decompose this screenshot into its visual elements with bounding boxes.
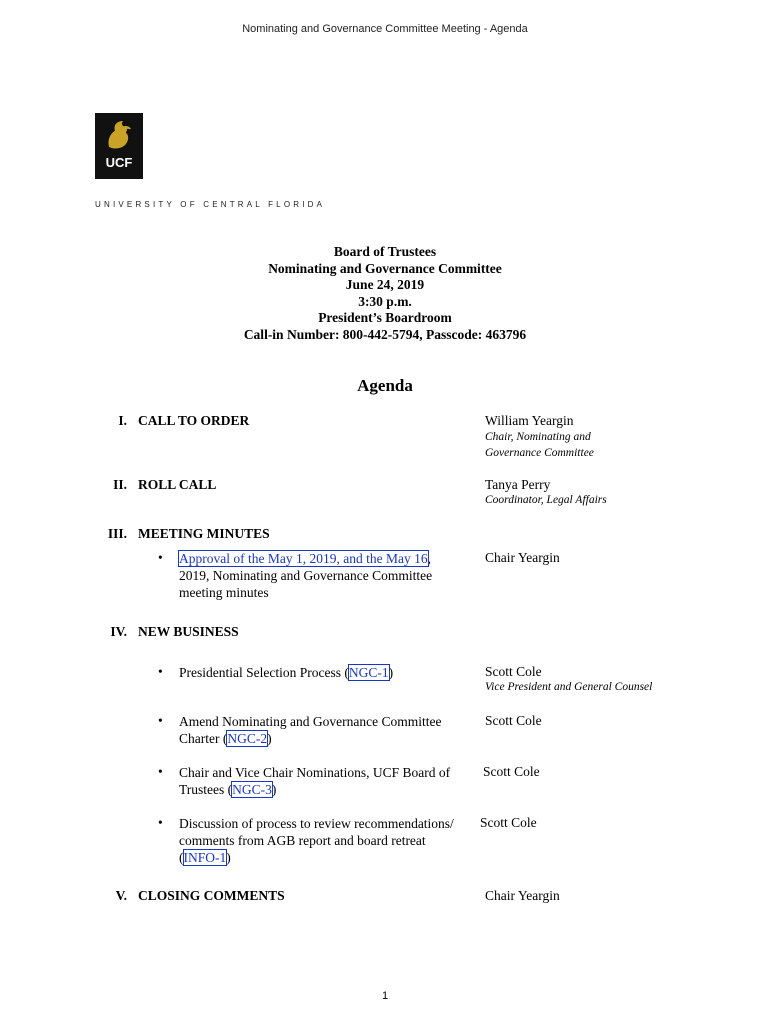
presenter-role: Coordinator, Legal Affairs bbox=[485, 494, 607, 506]
ngc-3-link[interactable]: NGC-3 bbox=[232, 782, 272, 797]
list-item: Presidential Selection Process (NGC-1) bbox=[179, 665, 394, 680]
minutes-link[interactable]: Approval of the May 1, 2019, and the May 16 bbox=[179, 551, 428, 566]
running-header: Nominating and Governance Committee Meeting - Agenda bbox=[242, 23, 528, 35]
meeting-info bbox=[0, 244, 770, 343]
section-title: MEETING MINUTES bbox=[138, 526, 270, 541]
presenter-role: Vice President and General Counsel bbox=[485, 681, 653, 693]
committee-title: Nominating and Governance Committee bbox=[268, 260, 502, 276]
presenter-role: Chair, Nominating and bbox=[485, 431, 591, 443]
section-number: III. bbox=[107, 526, 127, 541]
presenter: William Yeargin bbox=[485, 413, 574, 428]
meeting-date: June 24, 2019 bbox=[345, 277, 425, 292]
presenter: Scott Cole bbox=[480, 815, 537, 830]
university-name: UNIVERSITY OF CENTRAL FLORIDA bbox=[95, 200, 326, 209]
presenter: Chair Yeargin bbox=[485, 888, 560, 903]
list-item: Chair and Vice Chair Nominations, UCF Board of Trustees (NGC-3) bbox=[179, 765, 451, 797]
presenter: Scott Cole bbox=[485, 713, 542, 728]
page-number: 1 bbox=[381, 990, 389, 1002]
presenter: Scott Cole bbox=[485, 664, 542, 679]
bullet: • bbox=[158, 713, 163, 728]
agenda-title: Agenda bbox=[357, 376, 413, 395]
presenter: Chair Yeargin bbox=[485, 550, 560, 565]
bullet: • bbox=[158, 664, 163, 679]
presenter-role: Governance Committee bbox=[485, 447, 594, 459]
pegasus-icon bbox=[95, 117, 143, 157]
section-title: CLOSING COMMENTS bbox=[138, 888, 285, 903]
bullet: • bbox=[158, 764, 163, 779]
list-item: Discussion of process to review recommendations/ comments from AGB report and board retreat (INFO-1) bbox=[179, 816, 454, 865]
bullet: • bbox=[158, 550, 163, 565]
presenter: Scott Cole bbox=[483, 764, 540, 779]
ucf-abbr: UCF bbox=[105, 155, 133, 170]
section-title: NEW BUSINESS bbox=[138, 624, 239, 639]
info-1-link[interactable]: INFO-1 bbox=[183, 850, 227, 865]
board-title: Board of Trustees bbox=[333, 244, 437, 259]
presenter: Tanya Perry bbox=[485, 477, 551, 492]
meeting-location: President’s Boardroom bbox=[318, 310, 452, 325]
ngc-2-link[interactable]: NGC-2 bbox=[227, 731, 268, 746]
section-number: I. bbox=[118, 413, 127, 428]
ngc-1-link[interactable]: NGC-1 bbox=[348, 665, 389, 680]
section-number: IV. bbox=[110, 624, 127, 639]
meeting-time: 3:30 p.m. bbox=[358, 293, 412, 309]
section-title: ROLL CALL bbox=[138, 477, 217, 492]
list-item: Amend Nominating and Governance Committee Charter (NGC-2) bbox=[179, 714, 442, 746]
section-number: V. bbox=[115, 888, 127, 903]
callin-info: Call-in Number: 800-442-5794, Passcode: 463796 bbox=[243, 326, 527, 342]
bullet: • bbox=[158, 815, 163, 830]
ucf-logo bbox=[95, 113, 143, 179]
section-title: CALL TO ORDER bbox=[138, 413, 250, 428]
list-item: Approval of the May 1, 2019, and the May 16, 2019, Nominating and Governance Committee meeting minutes bbox=[179, 551, 433, 600]
section-number: II. bbox=[113, 477, 127, 492]
